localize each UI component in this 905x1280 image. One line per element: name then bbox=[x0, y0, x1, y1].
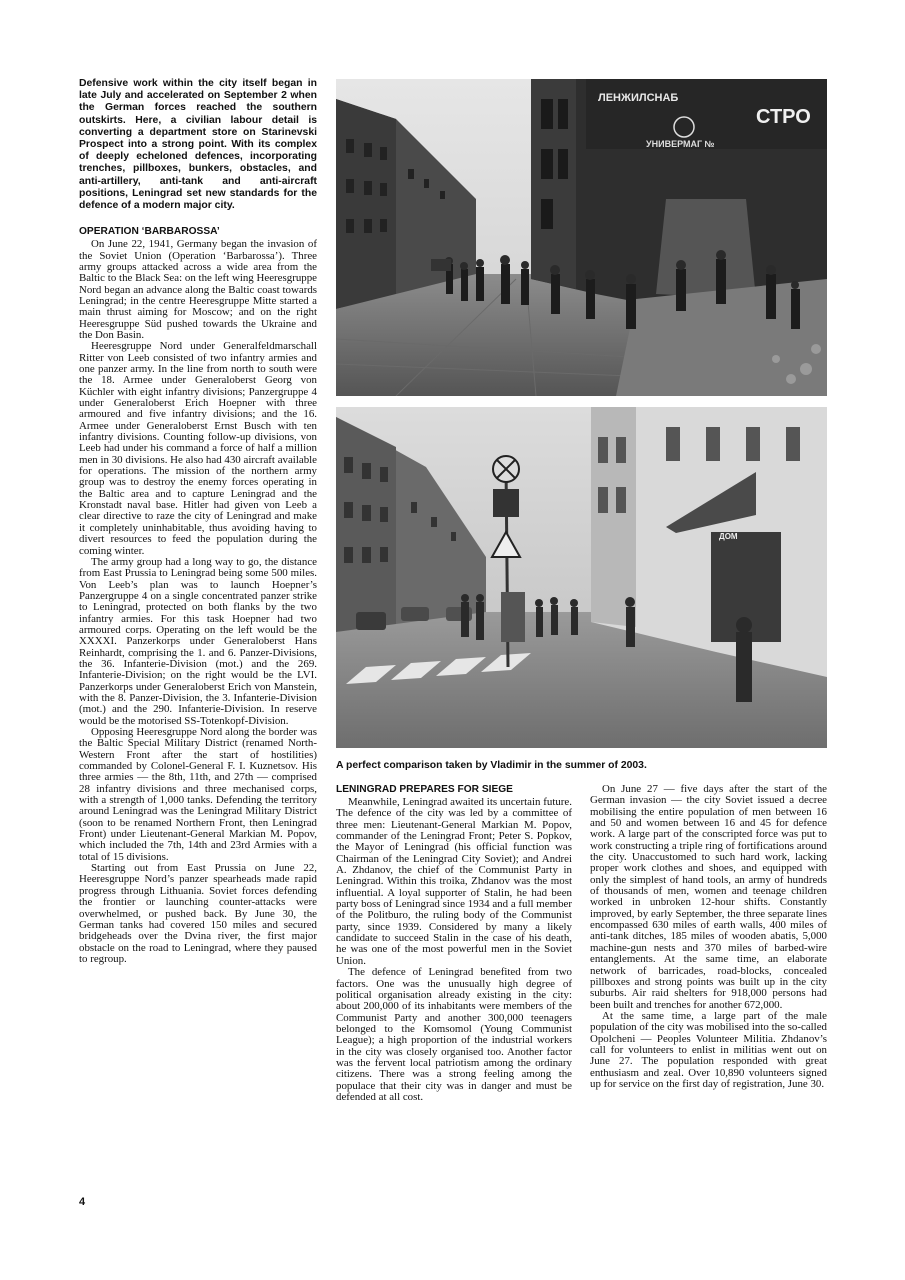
right-column bbox=[590, 784, 827, 1090]
body-paragraph: On June 22, 1941, Germany began the invasion of the Soviet Union (Operation ‘Barbarossa’). Three army groups attacked across a wide area from the Baltic to the Black Sea: on the left wing Heeresgruppe Nord began an advance along the Baltic coast towards Leningrad; in the centre Heeresgruppe Mitte started a main thrust aiming for Moscow; and on the right Heeresgruppe Süd pushed towards the Ukraine and the Don Basin. bbox=[79, 238, 317, 341]
body-paragraph: The defence of Leningrad benefited from two factors. One was the unusually high degree of political organisation already existing in the city: about 200,000 of its inhabitants were members of the Communist Party and another 300,000 teenagers belonged to the Komsomol (Young Communist League); a high proportion of the industrial workers in the city was closely organised too. Another factor was the fervent local patriotism among the ordinary citizens. There was a strong feeling among the populace that their city was in danger and must be defended at all cost. bbox=[336, 966, 572, 1103]
body-paragraph: On June 27 — five days after the start of the German invasion — the city Soviet issued a decree mobilising the entire population of men between 16 and 50 and women between 16 and 45 for defence work. A large part of the conscripted force was put to work constructing a triple ring of fortifications around the city. Unaccustomed to such hard work, lacking proper work clothes and shoes, and equipped with only the simplest of hand tools, an army of hundreds of thousands of men, women and teenage children worked in unbroken 12-hour shifts. Constantly improved, by early September, the three separate lines encompassed 630 miles of earth walls, 400 miles of anti-tank ditches, 185 miles of wooden abatis, 5,000 machine-gun nests and 370 miles of barbed-wire entanglements. At the same time, an elaborate network of barricades, road-blocks, concealed pillboxes and strong points was built up in the city suburbs. Air raid shelters for 918,000 persons had been built and trenches for another 672,000. bbox=[590, 783, 827, 1011]
section-heading-siege: LENINGRAD PREPARES FOR SIEGE bbox=[336, 784, 513, 795]
body-paragraph: Meanwhile, Leningrad awaited its uncertain future. The defence of the city was led by a committee of three men: Lieutenant-General Markian M. Popov, commander of the Leningrad Front; Peter S. Popkov, the Mayor of Leningrad (his official function was Chairman of the Leningrad City Soviet); and Andrei A. Zhdanov, the chief of the Communist Party in Leningrad. Within this troika, Zhdanov was the most influential. A loyal supporter of Stalin, he had been party boss of Leningrad since 1934 and a full member of the Politburo, the ruling body of the Communist party, since 1939. Considered by many a likely candidate to succeed Stalin in the case of his death, he was one of the most powerful men in the Soviet Union. bbox=[336, 796, 572, 967]
sign-univermag: УНИВЕРМАГ № bbox=[646, 139, 715, 149]
comparison-photo-2003 bbox=[336, 407, 827, 748]
section-heading-barbarossa: OPERATION ‘BARBAROSSA’ bbox=[79, 226, 220, 238]
left-column bbox=[79, 78, 317, 965]
historic-photo-1941 bbox=[336, 79, 827, 396]
page-number: 4 bbox=[79, 1196, 86, 1208]
historic-photo-graphic bbox=[336, 79, 827, 396]
comparison-photo-graphic bbox=[336, 407, 827, 748]
sign-stro: СТРО bbox=[756, 106, 811, 128]
body-paragraph: At the same time, a large part of the male population of the city was mobilised into the so-called Opolcheni — Peoples Volunteer Militia. Zhdanov’s call for volunteers to enlist in militias went out on June 27. The population responded with great enthusiasm and zeal. Over 10,890 volunteers signed up for service on the first day of registration, June 30. bbox=[590, 1009, 827, 1090]
lane-sign-icon bbox=[493, 489, 519, 517]
comparison-photo-caption: A perfect comparison taken by Vladimir in the summer of 2003. bbox=[336, 760, 647, 771]
body-paragraph: Starting out from East Prussia on June 22, Heeresgruppe Nord’s panzer spearheads made rapid progress through Lithuania. Soviet forces defending the frontier or launching counter-attacks were overwhelmed, or pushed back. By June 30, the German tanks had covered 150 miles and secured bridgeheads over the Dvina river, the first major obstacle on the road to Leningrad, where they paused to regroup. bbox=[79, 862, 317, 965]
body-paragraph: The army group had a long way to go, the distance from East Prussia to Leningrad being some 500 miles. Von Leeb’s plan was to launch Hoepner’s Panzergruppe 4 on a single concentrated panzer strike to Leningrad, protected on both flanks by the two infantry armies. For this task Hoepner had two armoured corps. Operating on the left would be the XXXXI. Panzerkorps under Generaloberst Hans Reinhardt, comprising the 1. and 6. Panzer-Divisions, the 36. Infanterie-Division (mot.) and the 269. Infanterie-Division; on the right would be the LVI. Panzerkorps under Generaloberst Erich von Manstein, with the 8. Panzer-Division, the 3. Infanterie-Division (mot.) and the 290. Infanterie-Division. In reserve would be the motorised SS-Totenkopf-Division. bbox=[79, 555, 317, 727]
body-paragraph: Heeresgruppe Nord under Generalfeldmarschall Ritter von Leeb consisted of two infantry armies and one panzer army. In the line from north to south were the 18. Armee under Generaloberst Georg von Küchler with eight infantry divisions; Panzergruppe 4 under Generaloberst Erich Hoepner with three armoured and five infantry divisions; and the 16. Armee under Generaloberst Ernst Busch with ten infantry divisions. Counting follow-up divisions, von Leeb had under his command a force of half a million men in 30 divisions. He also had 430 aircraft available for operations. The mission of the northern army group was to destroy the enemy forces operating in the Baltic area and to capture Leningrad and the Kronstadt naval base. Hitler had given von Leeb a clear directive to raze the city of Leningrad and make it completely uninhabitable, thus avoiding having to divert resources to feed the population during the coming winter. bbox=[79, 340, 317, 557]
middle-column bbox=[336, 784, 572, 1103]
sign-lenzhilsnab: ЛЕНЖИЛСНАБ bbox=[598, 92, 679, 104]
body-paragraph: Opposing Heeresgruppe Nord along the border was the Baltic Special Military District (renamed North-Western Front after the start of hostilities) commanded by Colonel-General F. I. Kuznetsov. His three armies — the 8th, 11th, and 27th — comprised 28 infantry divisions and three mechanised corps, with a strength of 1,000 tanks. Defending the territory around Leningrad was the Leningrad Military District (soon to be renamed Northern Front, then Leningrad Front) under Lieutenant-General Markian M. Popov, which included the 7th, 14th and 23rd Armies with a total of 15 divisions. bbox=[79, 726, 317, 863]
sign-dom: ДОМ bbox=[719, 532, 738, 541]
intro-photo-caption: Defensive work within the city itself began in late July and accelerated on September 2 when the German forces reached the southern outskirts. Here, a civilian labour detail is converting a department store on Starinevski Prospect into a strong point. With its complex of deeply echeloned defences, incorporating trenches, pillboxes, bunkers, obstacles, and anti-artillery, anti-tank and anti-aircraft positions, Leningrad set new standards for the defence of a modern major city. bbox=[79, 78, 317, 212]
